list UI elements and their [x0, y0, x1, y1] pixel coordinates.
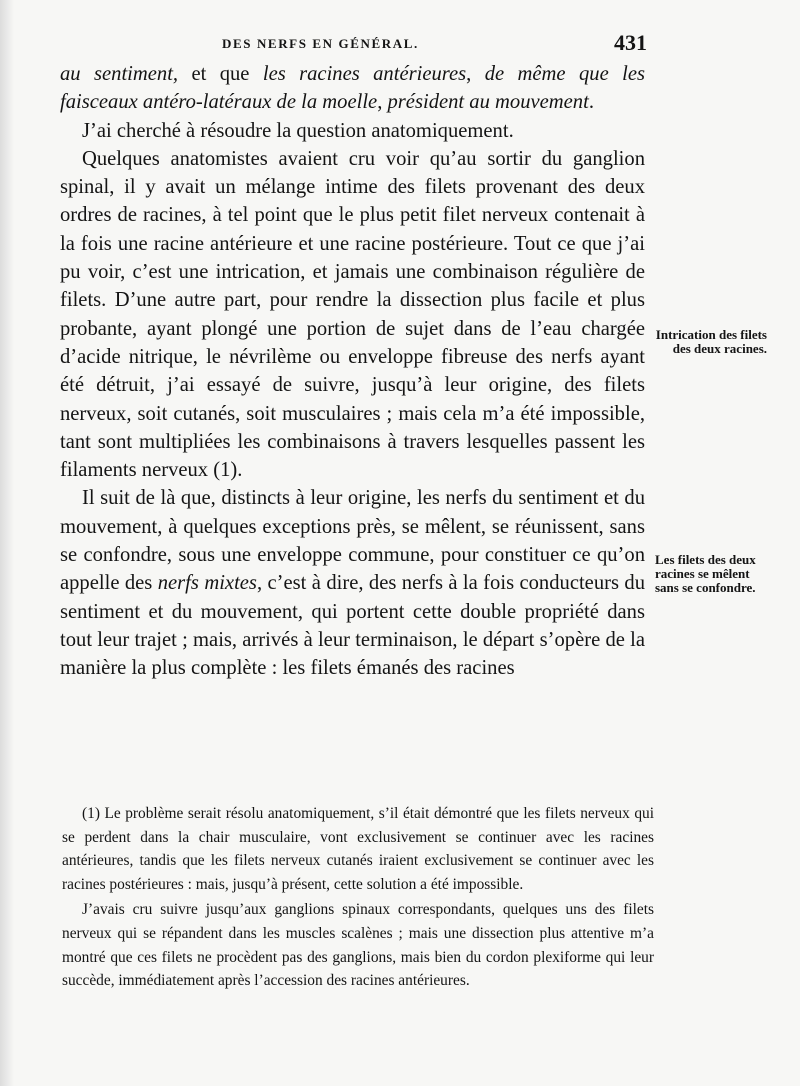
italic-phrase: de même que les faisceaux antéro-latéraux de la moelle — [60, 63, 645, 114]
italic-phrase: les racines antérieures — [262, 63, 467, 85]
page-header — [222, 30, 647, 58]
footnote: (1) Le problème serait résolu anatomiquement, s’il était démontré que les filets nerveux qui se perdent dans la chair musculaire, vont exclusivement se continuer avec les racines antérieures, tandis que les filets nerveux cutanés iraient exclusivement se continuer avec les racines postérieures : mais, jusqu’à présent, cette solution a été impossible. — [62, 805, 654, 893]
italic-phrase: nerfs mixtes — [157, 572, 257, 595]
paragraph-continuation — [60, 60, 645, 117]
main-text — [60, 60, 645, 683]
italic-phrase: président au mouvement — [387, 91, 589, 114]
text-run: , — [466, 63, 485, 85]
paragraph: J’ai cherché à résoudre la question anatomiquement. — [82, 119, 514, 142]
margin-note: Les filets des deux racines se mêlent sans se confondre. — [655, 552, 756, 595]
paragraph — [60, 484, 645, 682]
paragraph: Quelques anatomistes avaient cru voir qu’au sortir du ganglion spinal, il y avait un mélange intime des filets provenant des deux ordres de racines, à tel point que le plus petit filet nerveux contenait à la fois une racine antérieure et une racine postérieure. Tout ce que j’ai pu voir, c’est une intrication, et jamais une combinaison régulière de filets. D’une autre part, pour rendre la dissection plus facile et plus probante, ayant plongé une portion de sujet dans de l’eau chargée d’acide nitrique, le névrilème ou enveloppe fibreuse des nerfs ayant été détruit, j’ai essayé de suivre, jusqu’à leur origine, des filets nerveux, soit cutanés, soit musculaires ; mais cela m’a été impossible, tant sont multipliées les combinaisons à travers lesquelles passent les filaments nerveux (1). — [60, 147, 645, 482]
text-run: et que — [178, 63, 263, 85]
text-run: , c’est à dire, des nerfs à la fois conducteurs du sentiment et du mouvement, qui portent cette double propriété dans tout leur trajet ; mais, arrivés à leur terminaison, le départ s’opère de la manière la plus complète : les filets émanés des racines — [60, 572, 645, 680]
text-run: , — [377, 91, 388, 114]
text-run: Il suit de là que, distincts à leur origine, les nerfs du sentiment et du mouvement, à quelques exceptions près, se mêlent, se réunissent, sans se confondre, sous une enveloppe commune, pour constituer ce qu’on appelle des — [60, 487, 645, 595]
italic-phrase: au sentiment, — [60, 63, 179, 85]
footnotes — [62, 802, 654, 993]
margin-note: Intrication des filets des deux racines. — [655, 327, 767, 356]
footnote-continuation: J’avais cru suivre jusqu’aux ganglions spinaux correspondants, quelques uns des filets nerveux qui se répandent dans les muscles scalènes ; mais une dissection plus attentive m’a montré que ces filets ne procèdent pas des ganglions, mais bien du cordon plexiforme qui leur succède, immédiatement après l’accession des racines antérieures. — [62, 901, 654, 990]
page-number: 431 — [614, 30, 647, 55]
text-run: . — [588, 91, 594, 114]
running-head: DES NERFS EN GÉNÉRAL. — [222, 36, 419, 51]
